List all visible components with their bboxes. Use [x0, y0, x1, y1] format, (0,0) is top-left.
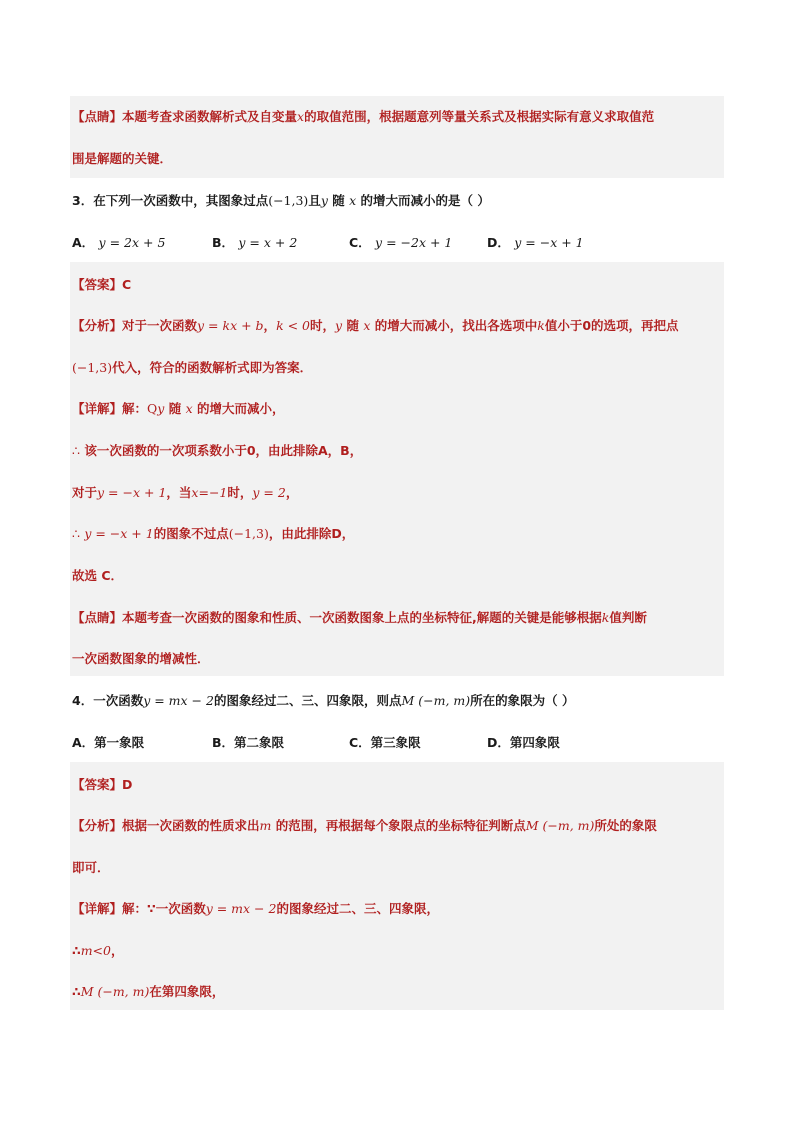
dianjing-line-1: 【点睛】本题考查求函数解析式及自变量x的取值范围，根据题意列等量关系式及根据实际有意义求取值范	[72, 109, 655, 124]
analysis-4-line-1: 【分析】根据一次函数的性质求出m 的范围，再根据每个象限点的坐标特征判断点M (−m, m)所处的象限	[72, 818, 657, 833]
analysis-3-line-1: 【分析】对于一次函数y = kx + b，k < 0时，y 随 x 的增大而减小，找出各选项中k值小于0的选项，再把点	[72, 318, 679, 333]
detail-4-line-1: 【详解】解：∵一次函数y = mx − 2的图象经过二、三、四象限，	[72, 901, 439, 916]
detail-3-line-5: 故选 C．	[72, 568, 124, 583]
detail-3-line-2: ∴ 该一次函数的一次项系数小于0，由此排除A，B，	[72, 443, 363, 458]
answer-3: 【答案】C	[72, 277, 132, 292]
analysis-4-line-2: 即可．	[72, 860, 110, 875]
answer-4: 【答案】D	[72, 777, 133, 792]
dianjing-line-2: 围是解题的关键．	[72, 151, 173, 166]
option-b: B． y = x + 2	[212, 235, 298, 250]
option-a: A． y = 2x + 5	[72, 235, 166, 250]
option-a: A．第一象限	[72, 735, 145, 750]
detail-4-line-3: ∴M (−m, m)在第四象限，	[72, 984, 225, 999]
dianjing-3-line-1: 【点睛】本题考查一次函数的图象和性质、一次函数图象上点的坐标特征,解题的关键是能够根据k值判断	[72, 610, 647, 625]
answer-block-q4	[70, 762, 724, 1010]
detail-3-line-1: 【详解】解：Qy 随 x 的增大而减小，	[72, 401, 285, 416]
dianjing-3-line-2: 一次函数图象的增减性．	[72, 651, 210, 666]
option-c: C． y = −2x + 1	[349, 235, 453, 250]
detail-3-line-3: 对于y = −x + 1，当x=−1时，y = 2，	[72, 485, 299, 500]
question-4-stem: 4．一次函数y = mx − 2的图象经过二、三、四象限，则点M (−m, m)所在的象限为（ ）	[72, 693, 575, 708]
detail-3-line-4: ∴ y = −x + 1的图象不过点(−1,3)，由此排除D，	[72, 526, 355, 541]
analysis-3-line-2: (−1,3)代入，符合的函数解析式即为答案．	[72, 360, 313, 375]
question-3-stem: 3．在下列一次函数中，其图象过点(−1,3)且y 随 x 的增大而减小的是（ ）	[72, 193, 490, 208]
option-c: C．第三象限	[349, 735, 421, 750]
option-b: B．第二象限	[212, 735, 285, 750]
option-d: D． y = −x + 1	[487, 235, 584, 250]
detail-4-line-2: ∴m<0，	[72, 943, 124, 958]
option-d: D．第四象限	[487, 735, 560, 750]
